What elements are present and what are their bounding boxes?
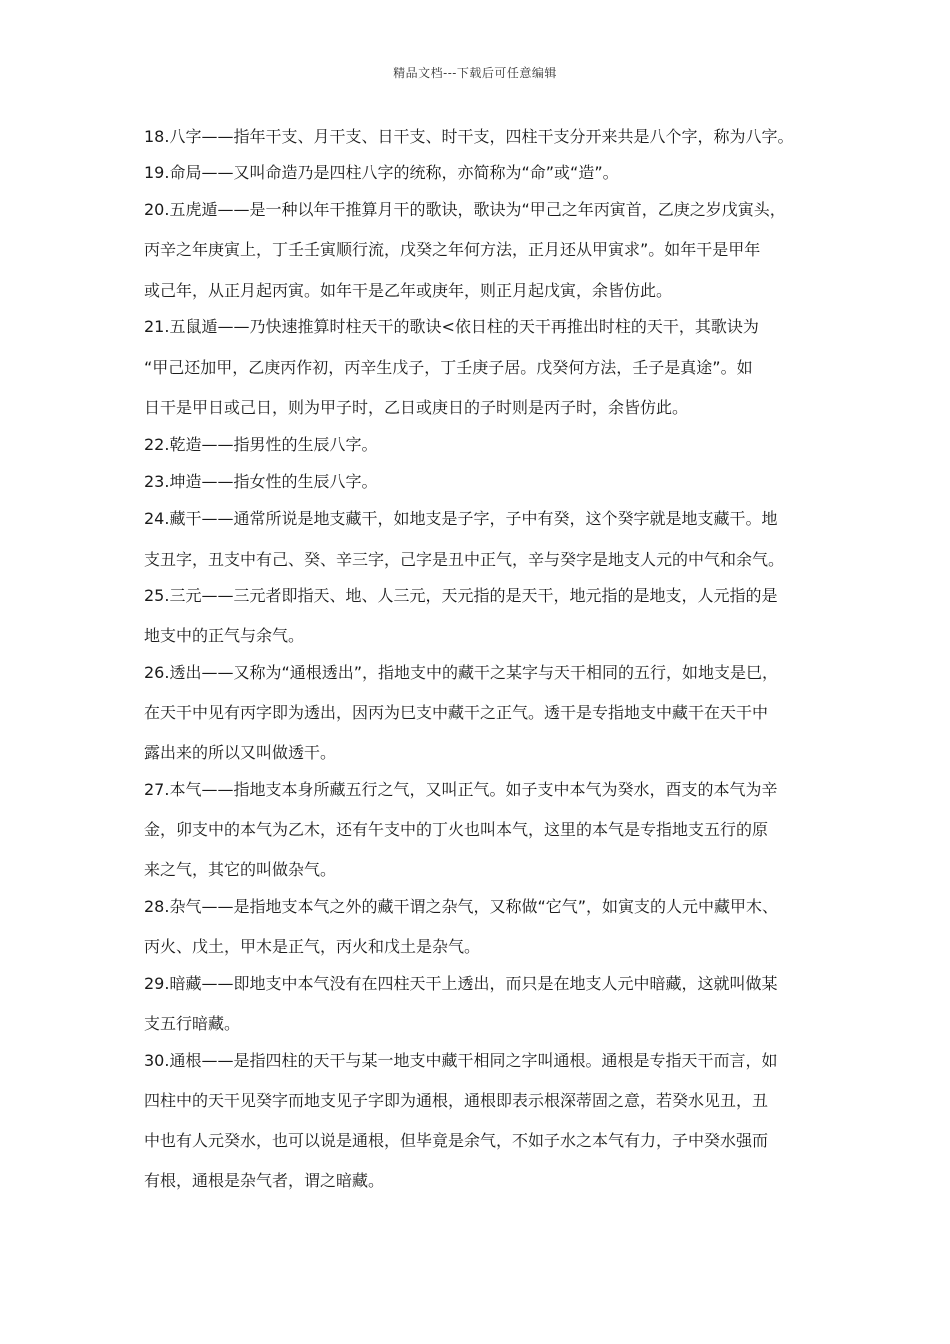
text-line: 支五行暗藏。 [144,1014,241,1033]
page-header: 精品文档---下载后可任意编辑 [393,66,557,80]
text-line: 丙辛之年庚寅上，丁壬壬寅顺行流，戊癸之年何方法，正月还从甲寅求”。如年干是甲年 [144,240,761,259]
text-line: 或己年，从正月起丙寅。如年干是乙年或庚年，则正月起戊寅，余皆仿此。 [144,281,673,300]
text-line: 支丑字，丑支中有己、癸、辛三字，己字是丑中正气，辛与癸字是地支人元的中气和余气。 [144,550,785,569]
text-line: 20.五虎遁——是一种以年干推算月干的歌诀，歌诀为“甲己之年丙寅首，乙庚之岁戊寅头， [144,200,786,219]
text-line: 29.暗藏——即地支中本气没有在四柱天干上透出，而只是在地支人元中暗藏，这就叫做某 [144,974,778,993]
text-line: 26.透出——又称为“通根透出”，指地支中的藏干之某字与天干相同的五行，如地支是巳， [144,663,779,682]
text-line: 丙火、戊土，甲木是正气，丙火和戊土是杂气。 [144,937,481,956]
text-line: 28.杂气——是指地支本气之外的藏干谓之杂气，又称做“它气”，如寅支的人元中藏甲木、 [144,897,779,916]
text-line: 有根，通根是杂气者，谓之暗藏。 [144,1171,385,1190]
text-line: “甲己还加甲，乙庚丙作初，丙辛生戊子，丁壬庚子居。戊癸何方法，壬子是真途”。如 [144,358,753,377]
text-line: 24.藏干——通常所说是地支藏干，如地支是子字，子中有癸，这个癸字就是地支藏干。地 [144,509,778,528]
text-line: 来之气，其它的叫做杂气。 [144,860,337,879]
text-line: 23.坤造——指女性的生辰八字。 [144,472,378,491]
text-line: 25.三元——三元者即指天、地、人三元，天元指的是天干，地元指的是地支，人元指的是 [144,586,778,605]
text-line: 中也有人元癸水，也可以说是通根，但毕竟是余气，不如子水之本气有力，子中癸水强而 [144,1131,769,1150]
text-line: 18.八字——指年干支、月干支、日干支、时干支，四柱干支分开来共是八个字，称为八字。 [144,127,794,146]
text-line: 金，卯支中的本气为乙木，还有午支中的丁火也叫本气，这里的本气是专指地支五行的原 [144,820,769,839]
text-line: 21.五鼠遁——乃快速推算时柱天干的歌诀<依日柱的天干再推出时柱的天干，其歌诀为 [144,317,759,336]
text-line: 30.通根——是指四柱的天干与某一地支中藏干相同之字叫通根。通根是专指天干而言，如 [144,1051,778,1070]
text-line: 在天干中见有丙字即为透出，因丙为巳支中藏干之正气。透干是专指地支中藏干在天干中 [144,703,769,722]
text-line: 地支中的正气与余气。 [144,626,305,645]
text-line: 露出来的所以又叫做透干。 [144,743,337,762]
text-line: 22.乾造——指男性的生辰八字。 [144,435,378,454]
text-line: 19.命局——又叫命造乃是四柱八字的统称，亦简称为“命”或“造”。 [144,163,619,182]
text-line: 27.本气——指地支本身所藏五行之气，又叫正气。如子支中本气为癸水，酉支的本气为辛 [144,780,778,799]
text-line: 日干是甲日或己日，则为甲子时，乙日或庚日的子时则是丙子时，余皆仿此。 [144,398,689,417]
text-line: 四柱中的天干见癸字而地支见子字即为通根，通根即表示根深蒂固之意，若癸水见丑，丑 [144,1091,769,1110]
